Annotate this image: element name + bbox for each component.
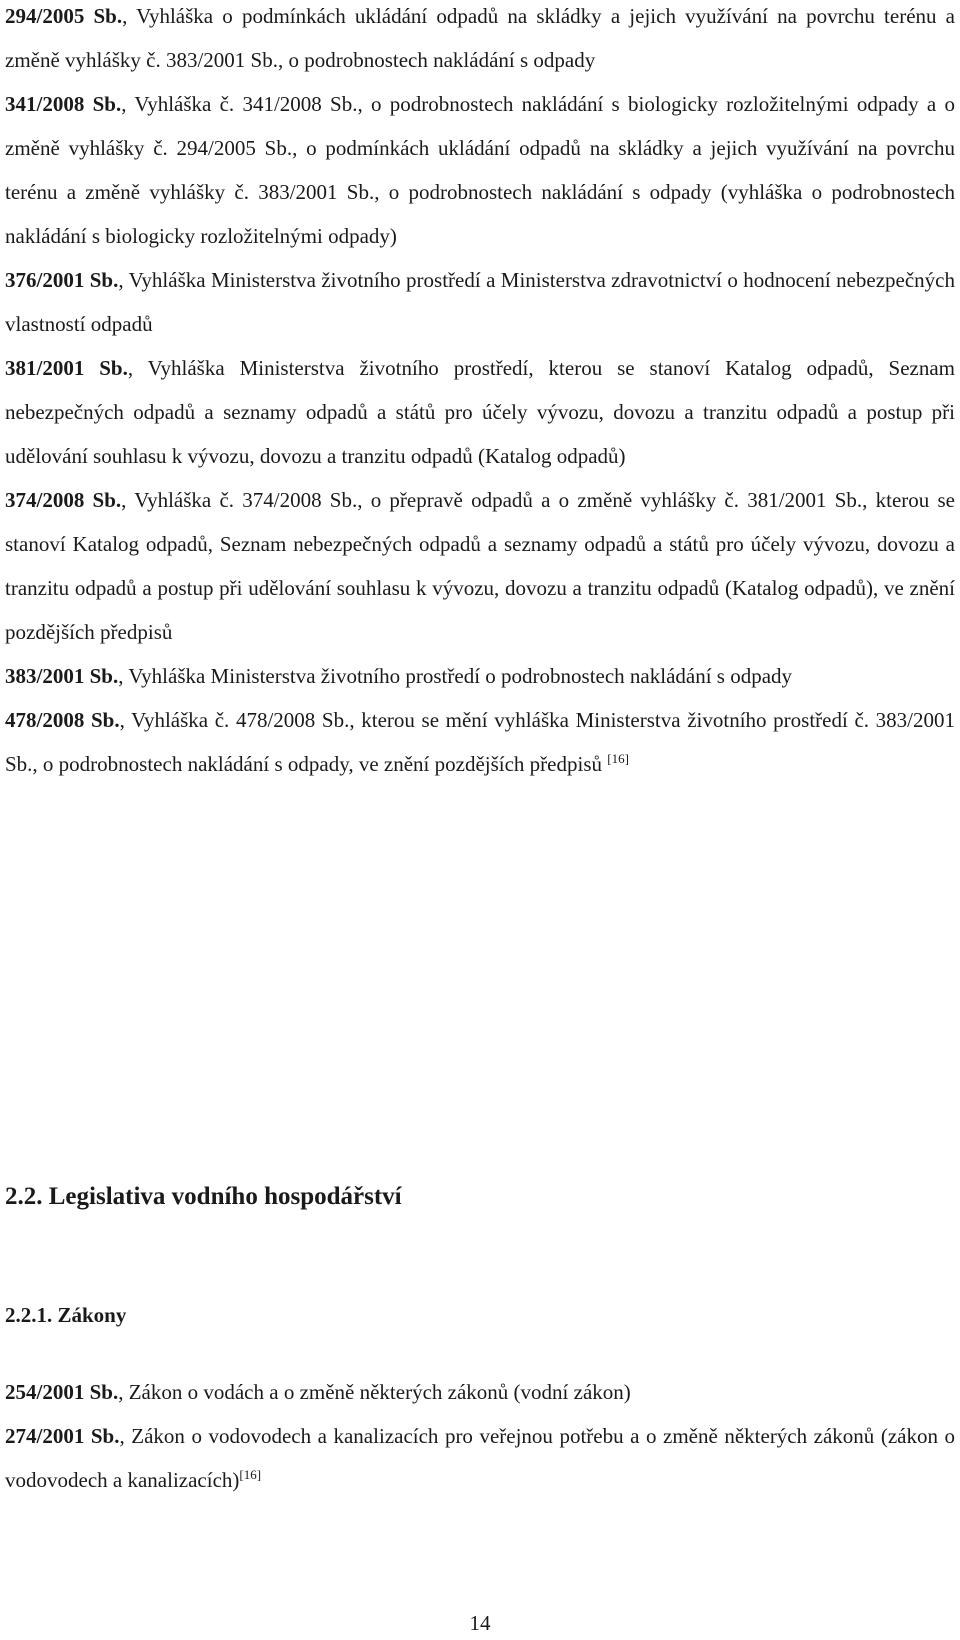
- citation-reference: [16]: [239, 1467, 262, 1482]
- law-entry: [5, 1370, 955, 1414]
- regulation-entry: [5, 0, 955, 82]
- page-number: 14: [469, 1611, 491, 1635]
- law-number: 254/2001 Sb.: [5, 1380, 119, 1404]
- regulation-title: , Vyhláška o podmínkách ukládání odpadů na skládky a jejich využívání na povrchu terénu a změně vyhlášky č. 383/2001 Sb., o podrobnostech nakládání s odpady: [5, 4, 955, 72]
- regulation-title: , Vyhláška č. 374/2008 Sb., o přepravě odpadů a o změně vyhlášky č. 381/2001 Sb., kterou se stanoví Katalog odpadů, Seznam nebezpečných odpadů a seznamy odpadů a států pro účely vývozu, dovozu a tranzitu odpadů a postup při udělování souhlasu k vývozu, dovozu a tranzitu odpadů (Katalog odpadů), ve znění pozdějších předpisů: [5, 488, 955, 644]
- citation-reference: [16]: [607, 751, 629, 766]
- regulation-entry: [5, 654, 955, 698]
- regulation-entry: [5, 698, 955, 786]
- waste-regulations-list: [5, 0, 955, 786]
- law-title: , Zákon o vodovodech a kanalizacích pro veřejnou potřebu a o změně některých zákonů (zákon o vodovodech a kanalizacích): [5, 1424, 955, 1492]
- regulation-number: 381/2001 Sb.: [5, 356, 128, 380]
- regulation-title: , Vyhláška Ministerstva životního prostředí, kterou se stanoví Katalog odpadů, Seznam nebezpečných odpadů a seznamy odpadů a států pro účely vývozu, dovozu a tranzitu odpadů a postup při udělování souhlasu k vývozu, dovozu a tranzitu odpadů (Katalog odpadů): [5, 356, 955, 468]
- law-title: , Zákon o vodách a o změně některých zákonů (vodní zákon): [118, 1380, 631, 1404]
- regulation-title: , Vyhláška Ministerstva životního prostředí o podrobnostech nakládání s odpady: [118, 664, 793, 688]
- regulation-title: , Vyhláška Ministerstva životního prostředí a Ministerstva zdravotnictví o hodnocení nebezpečných vlastností odpadů: [5, 268, 955, 336]
- regulation-entry: [5, 478, 955, 654]
- section-heading: 2.2. Legislativa vodního hospodářství: [5, 1183, 402, 1210]
- regulation-number: 374/2008 Sb.: [5, 488, 122, 512]
- regulation-number: 294/2005 Sb.: [5, 4, 123, 28]
- regulation-entry: [5, 82, 955, 258]
- regulation-title: , Vyhláška č. 478/2008 Sb., kterou se mění vyhláška Ministerstva životního prostředí č. 383/2001 Sb., o podrobnostech nakládání s odpady, ve znění pozdějších předpisů: [5, 708, 955, 776]
- regulation-number: 478/2008 Sb.: [5, 708, 120, 732]
- water-laws-list: [5, 1370, 955, 1502]
- law-number: 274/2001 Sb.: [5, 1424, 120, 1448]
- regulation-number: 383/2001 Sb.: [5, 664, 119, 688]
- subsection-heading: 2.2.1. Zákony: [5, 1303, 127, 1327]
- law-entry: [5, 1414, 955, 1502]
- regulation-number: 341/2008 Sb.: [5, 92, 122, 116]
- regulation-number: 376/2001 Sb.: [5, 268, 119, 292]
- regulation-title: , Vyhláška č. 341/2008 Sb., o podrobnostech nakládání s biologicky rozložitelnými odpady a o změně vyhlášky č. 294/2005 Sb., o podmínkách ukládání odpadů na skládky a jejich využívání na povrchu terénu a změně vyhlášky č. 383/2001 Sb., o podrobnostech nakládání s odpady (vyhláška o podrobnostech nakládání s biologicky rozložitelnými odpady): [5, 92, 955, 248]
- regulation-entry: [5, 346, 955, 478]
- regulation-entry: [5, 258, 955, 346]
